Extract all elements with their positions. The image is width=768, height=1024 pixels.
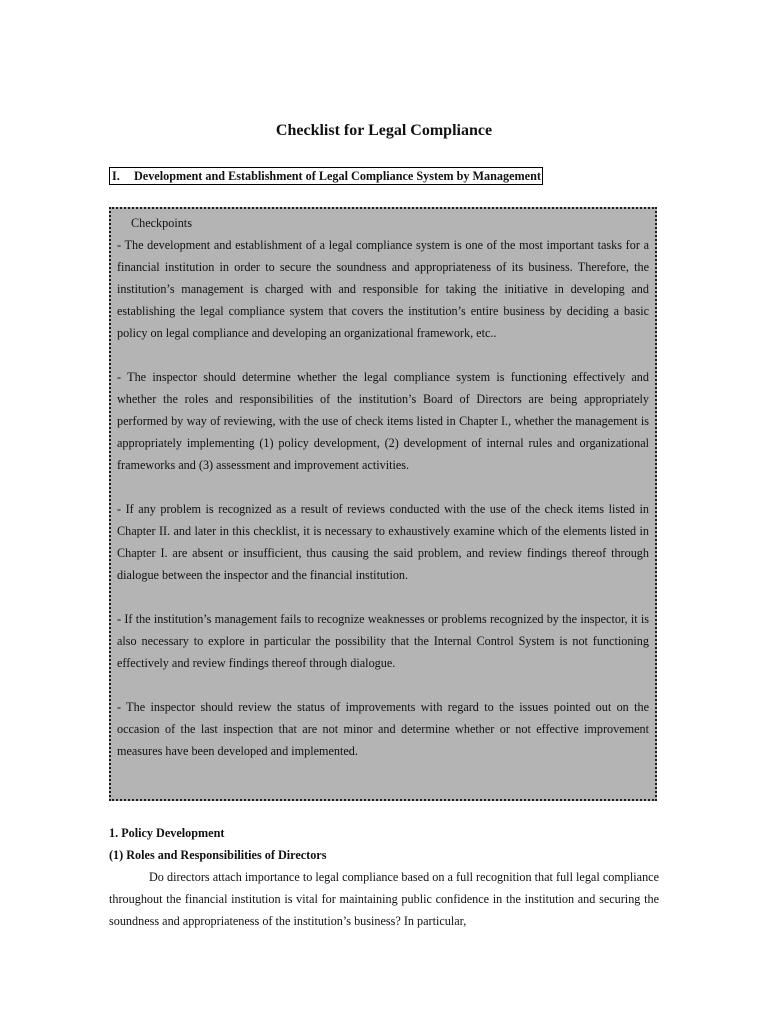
- checkpoint-paragraph: - The inspector should review the status of improvements with regard to the issues pointed out on the occasion of the last inspection that are not minor and determine whether or not effective improvement measures have been developed and implemented.: [117, 700, 649, 758]
- checkpoint-paragraph: - The development and establishment of a legal compliance system is one of the most important tasks for a financial institution in order to secure the soundness and appropriateness of its business. Therefore, the institution’s management is charged with and responsible for taking the initiative in developing and establishing the legal compliance system that covers the institution’s entire business by deciding a basic policy on legal compliance and developing an organizational framework, etc..: [117, 238, 649, 340]
- checkpoints-title: Checkpoints: [131, 216, 192, 230]
- checkpoint-paragraph: - The inspector should determine whether the legal compliance system is functioning effectively and whether the roles and responsibilities of the institution’s Board of Directors are being appropriately performed by way of reviewing, with the use of check items listed in Chapter I., whether the management is appropriately implementing (1) policy development, (2) development of internal rules and organizational frameworks and (3) assessment and improvement activities.: [117, 370, 649, 472]
- section-heading: [109, 167, 543, 185]
- checkpoints-panel: [109, 207, 657, 801]
- page-title: Checklist for Legal Compliance: [275, 122, 493, 139]
- section-number: I.: [112, 169, 120, 183]
- section-heading-text: Development and Establishment of Legal Compliance System by Management: [134, 169, 541, 183]
- checkpoint-paragraph: - If the institution’s management fails to recognize weaknesses or problems recognized by the inspector, it is also necessary to explore in particular the possibility that the Internal Control System is not functioning effectively and review findings thereof through dialogue.: [117, 612, 649, 670]
- body-paragraph: Do directors attach importance to legal compliance based on a full recognition that full legal compliance throughout the financial institution is vital for maintaining public confidence in the institution and securing the soundness and appropriateness of the institution’s business? In particular,: [109, 870, 659, 928]
- subsubsection-heading: (1) Roles and Responsibilities of Directors: [109, 848, 327, 862]
- subsection-heading: 1. Policy Development: [109, 826, 225, 840]
- checkpoint-paragraph: - If any problem is recognized as a result of reviews conducted with the use of the check items listed in Chapter II. and later in this checklist, it is necessary to exhaustively examine which of the elements listed in Chapter I. are absent or insufficient, thus causing the said problem, and review findings thereof through dialogue between the inspector and the financial institution.: [117, 502, 649, 582]
